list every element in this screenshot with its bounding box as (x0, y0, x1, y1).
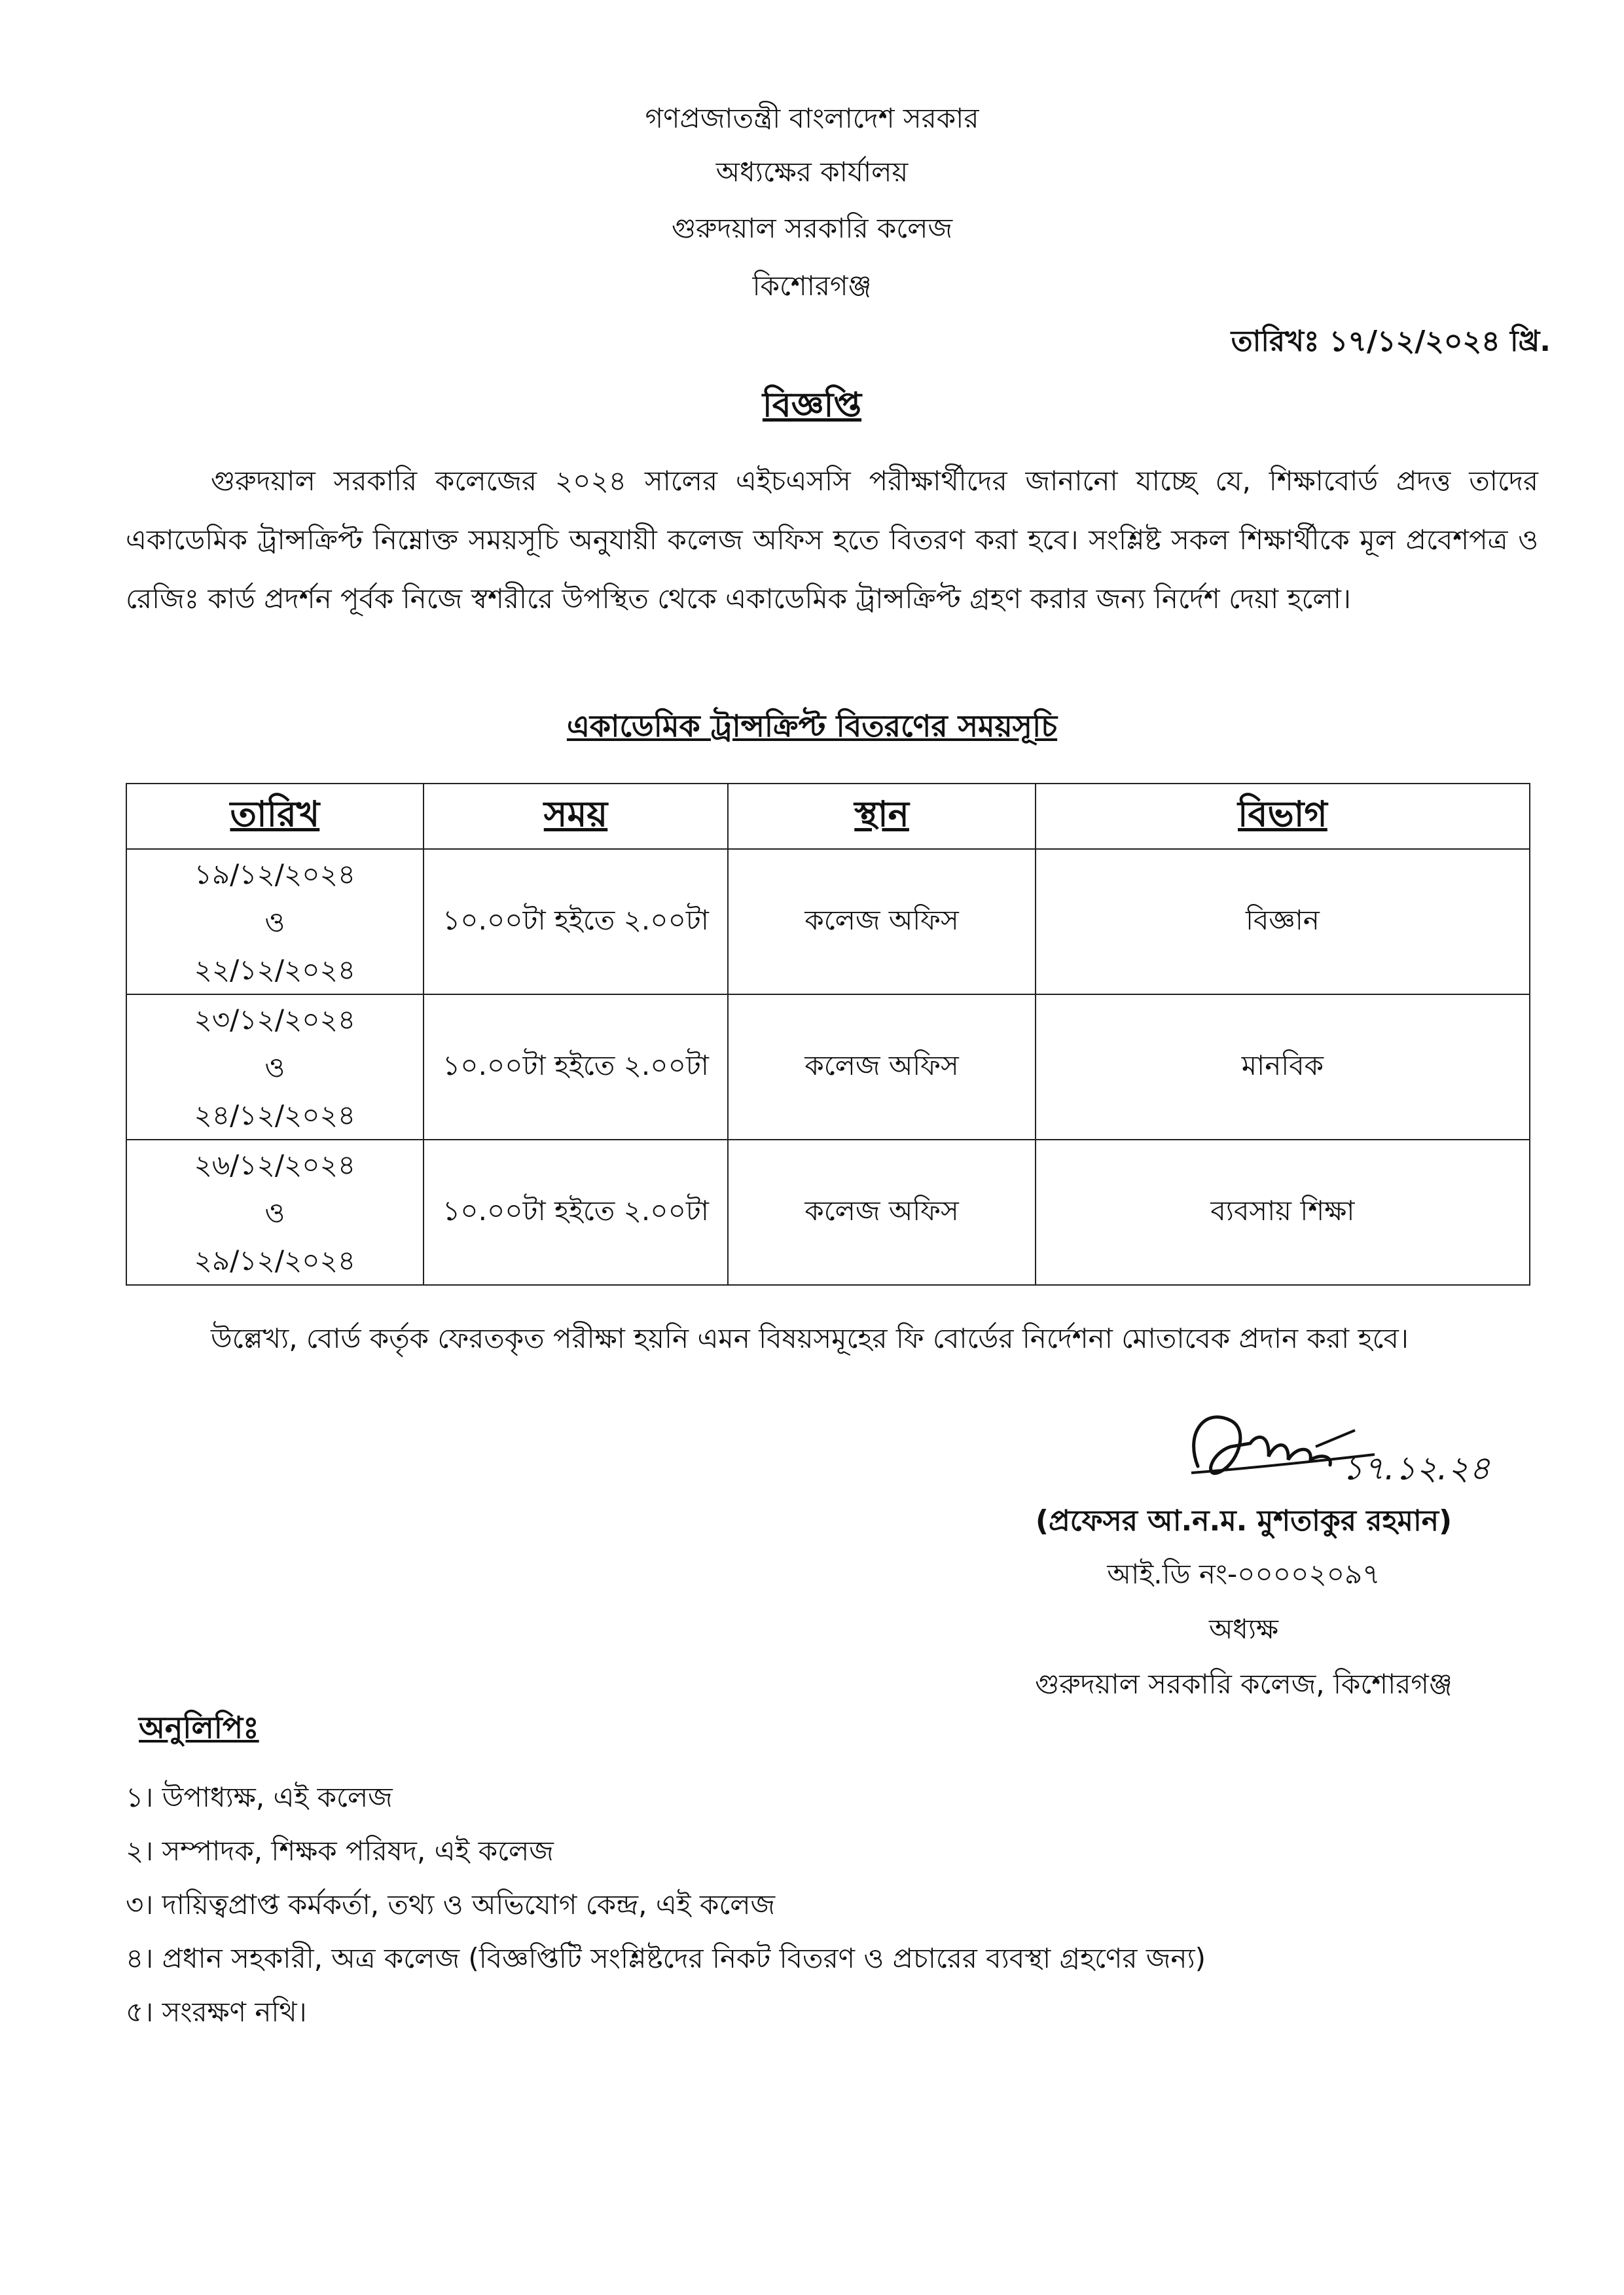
column-header-time: সময় (424, 784, 729, 849)
time-cell: ১০.০০টা হইতে ২.০০টা (424, 1140, 729, 1285)
notice-body (126, 452, 1538, 628)
place-cell: কলেজ অফিস (728, 994, 1036, 1140)
date-cell: ১৯/১২/২০২৪ ও ২২/১২/২০২৪ (126, 849, 424, 994)
department-cell: ব্যবসায় শিক্ষা (1036, 1140, 1530, 1285)
place-cell: কলেজ অফিস (728, 849, 1036, 994)
list-item: ৩। দায়িত্বপ্রাপ্ত কর্মকর্তা, তথ্য ও অভিযোগ কেন্দ্র, এই কলেজ (126, 1888, 776, 1921)
body-paragraph: গুরুদয়াল সরকারি কলেজের ২০২৪ সালের এইচএসসি পরীক্ষার্থীদের জানানো যাচ্ছে যে, শিক্ষাবোর্ড প্রদত্ত তাদের একাডেমিক ট্রান্সক্রিপ্ট নিম্নোক্ত সময়সূচি অনুযায়ী কলেজ অফিস হতে বিতরণ করা হবে। সংশ্লিষ্ট সকল শিক্ষার্থীকে মূল প্রবেশপত্র ও রেজিঃ কার্ড প্রদর্শন পূর্বক নিজে স্বশরীরে উপস্থিত থেকে একাডেমিক ট্রান্সক্রিপ্ট গ্রহণ করার জন্য নির্দেশ দেয়া হলো। (126, 465, 1538, 615)
schedule-table (126, 783, 1530, 1286)
list-item: ৪। প্রধান সহকারী, অত্র কলেজ (বিজ্ঞপ্তিটি সংশ্লিষ্টদের নিকট বিতরণ ও প্রচারের ব্যবস্থা গ্রহণের জন্য) (126, 1942, 1206, 1974)
place-cell: কলেজ অফিস (728, 1140, 1036, 1285)
signatory-id: আই.ডি নং-০০০০২০৯৭ (1107, 1558, 1380, 1590)
signatory-name: (প্রফেসর আ.ন.ম. মুশতাকুর রহমান) (1035, 1504, 1453, 1538)
column-header-department: বিভাগ (1036, 784, 1530, 849)
list-item: ১। উপাধ্যক্ষ, এই কলেজ (126, 1781, 393, 1813)
department-cell: বিজ্ঞান (1036, 849, 1530, 994)
table-row (126, 849, 1530, 994)
department-cell: মানবিক (1036, 994, 1530, 1140)
notice-date: তারিখঃ ১৭/১২/২০২৪ খ্রি. (1231, 325, 1551, 358)
date-cell: ২৬/১২/২০২৪ ও ২৯/১২/২০২৪ (126, 1140, 424, 1285)
column-header-place: স্থান (728, 784, 1036, 849)
time-cell: ১০.০০টা হইতে ২.০০টা (424, 994, 729, 1140)
table-row (126, 994, 1530, 1140)
signatory-institution: গুরুদয়াল সরকারি কলেজ, কিশোরগঞ্জ (1035, 1668, 1453, 1700)
note-section (126, 1309, 1538, 1368)
date-cell: ২৩/১২/২০২৪ ও ২৪/১২/২০২৪ (126, 994, 424, 1140)
signatory-designation: অধ্যক্ষ (1208, 1613, 1279, 1645)
header-college: গুরুদয়াল সরকারি কলেজ (671, 212, 953, 244)
notice-title: বিজ্ঞপ্তি (762, 386, 862, 425)
note-paragraph: উল্লেখ্য, বোর্ড কর্তৃক ফেরতকৃত পরীক্ষা হয়নি এমন বিষয়সমূহের ফি বোর্ডের নির্দেশনা মোতাবেক প্রদান করা হবে। (211, 1322, 1409, 1354)
list-item: ২। সম্পাদক, শিক্ষক পরিষদ, এই কলেজ (126, 1835, 554, 1867)
table-header-row (126, 784, 1530, 849)
column-header-date: তারিখ (126, 784, 424, 849)
header-government: গণপ্রজাতন্ত্রী বাংলাদেশ সরকার (645, 102, 979, 134)
header-district: কিশোরগঞ্জ (752, 270, 872, 302)
handwritten-date: ১৭.১২.২৪ (1342, 1449, 1490, 1487)
copies-title: অনুলিপিঃ (139, 1710, 259, 1745)
table-row (126, 1140, 1530, 1285)
list-item: ৫। সংরক্ষণ নথি। (126, 1996, 307, 2028)
header-office: অধ্যক্ষের কার্যালয় (715, 156, 909, 188)
time-cell: ১০.০০টা হইতে ২.০০টা (424, 849, 729, 994)
schedule-title: একাডেমিক ট্রান্সক্রিপ্ট বিতরণের সময়সূচি (566, 708, 1058, 744)
copies-list (126, 1771, 1206, 2039)
